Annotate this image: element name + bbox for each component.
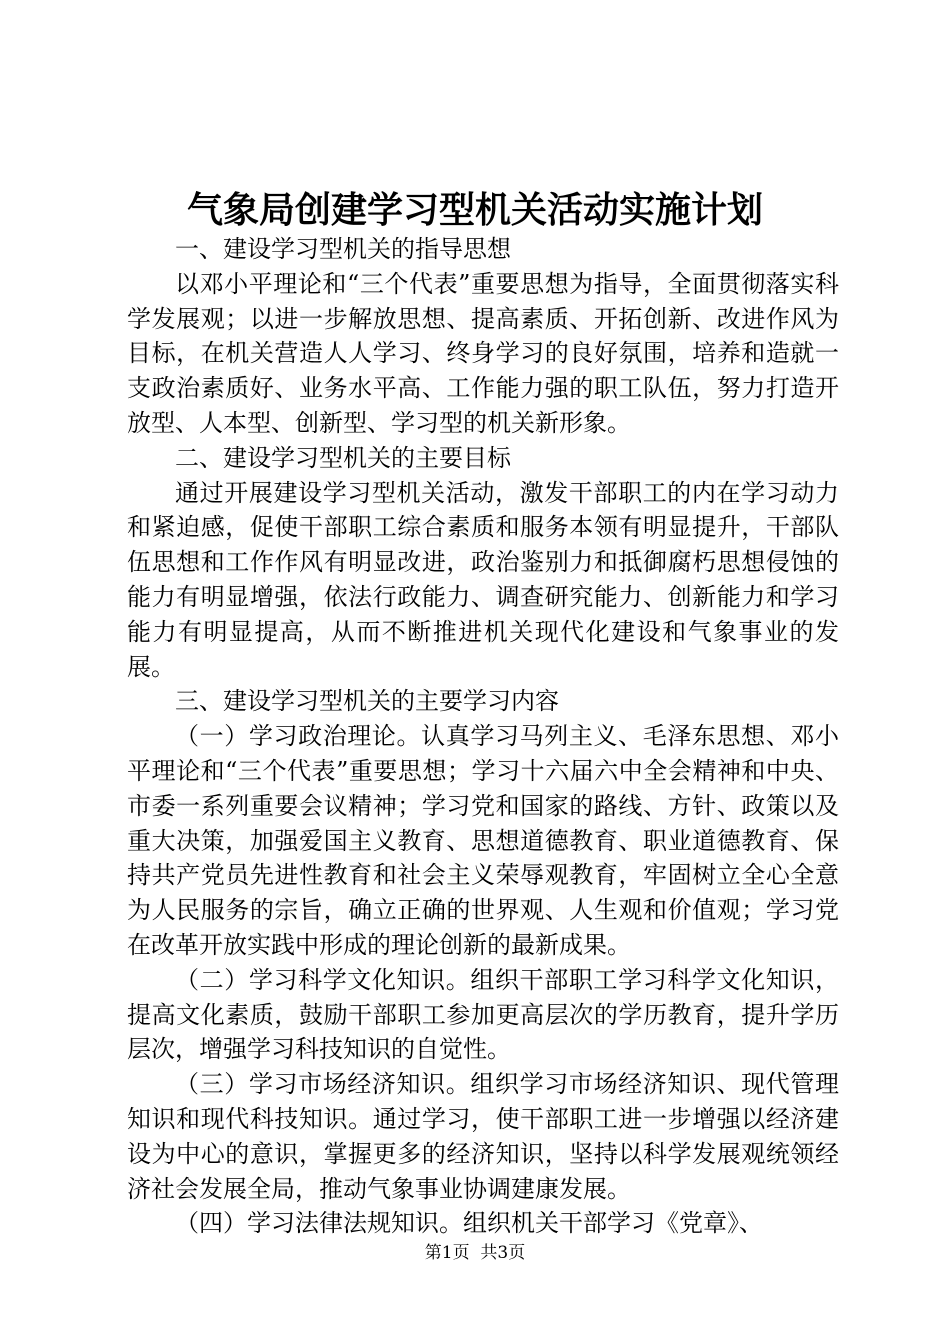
page-footer xyxy=(0,1242,950,1264)
body-paragraph: 以邓小平理论和“三个代表”重要思想为指导，全面贯彻落实科学发展观；以进一步解放思想、提高素质、开拓创新、改进作风为目标，在机关营造人人学习、终身学习的良好氛围，培养和造就一支政治素质好、业务水平高、工作能力强的职工队伍，努力打造开放型、人本型、创新型、学习型的机关新形象。 xyxy=(127,269,839,437)
footer-spacer xyxy=(470,1243,481,1263)
page-total: 共3页 xyxy=(480,1243,526,1263)
body-paragraph: （一）学习政治理论。认真学习马列主义、毛泽东思想、邓小平理论和“三个代表”重要思想；学习十六届六中全会精神和中央、市委一系列重要会议精神；学习党和国家的路线、方针、政策以及重大决策，加强爱国主义教育、思想道德教育、职业道德教育、保持共产党员先进性教育和社会主义荣辱观教育，牢固树立全心全意为人民服务的宗旨，确立正确的世界观、人生观和价值观；学习党在改革开放实践中形成的理论创新的最新成果。 xyxy=(127,722,839,959)
section-heading: 一、建设学习型机关的指导思想 xyxy=(175,235,511,263)
page-number: 第1页 xyxy=(424,1243,470,1263)
body-paragraph: （二）学习科学文化知识。组织干部职工学习科学文化知识，提高文化素质，鼓励干部职工参加更高层次的学历教育，提升学历层次，增强学习科技知识的自觉性。 xyxy=(127,965,839,1064)
body-paragraph: （四）学习法律法规知识。组织机关干部学习《党章》、 xyxy=(175,1209,763,1238)
section-heading: 二、建设学习型机关的主要目标 xyxy=(175,443,511,472)
document-title: 气象局创建学习型机关活动实施计划 xyxy=(186,189,763,231)
body-paragraph: 通过开展建设学习型机关活动，激发干部职工的内在学习动力和紧迫感，促使干部职工综合素质和服务本领有明显提升，干部队伍思想和工作作风有明显改进，政治鉴别力和抵御腐朽思想侵蚀的能力有明显增强，依法行政能力、调查研究能力、创新能力和学习能力有明显提高，从而不断推进机关现代化建设和气象事业的发展。 xyxy=(127,478,839,681)
body-paragraph: （三）学习市场经济知识。组织学习市场经济知识、现代管理知识和现代科技知识。通过学习，使干部职工进一步增强以经济建设为中心的意识，掌握更多的经济知识，坚持以科学发展观统领经济社会发展全局，推动气象事业协调建康发展。 xyxy=(127,1070,839,1203)
section-heading: 三、建设学习型机关的主要学习内容 xyxy=(175,687,559,716)
document-body xyxy=(127,232,839,1241)
